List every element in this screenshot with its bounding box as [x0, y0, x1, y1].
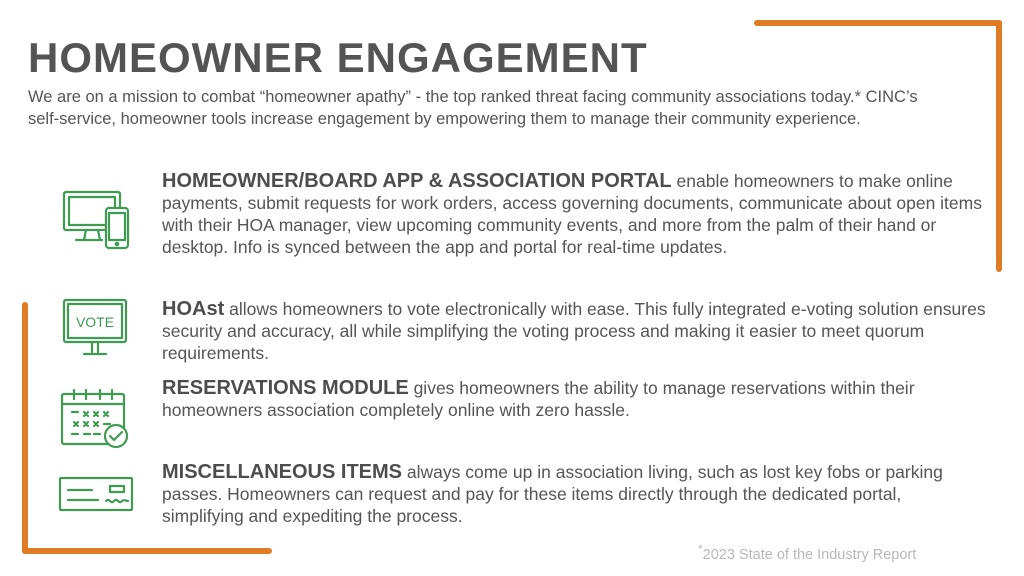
- section-misc-items: [162, 461, 962, 527]
- bottom-left-bracket-vertical: [22, 302, 28, 554]
- vote-monitor-icon: [62, 298, 128, 364]
- section-heading: HOMEOWNER/BOARD APP & ASSOCIATION PORTAL: [162, 170, 672, 192]
- section-reservations: [162, 377, 922, 421]
- section-heading: RESERVATIONS MODULE: [162, 377, 409, 399]
- devices-icon: [62, 190, 134, 252]
- section-body: always come up in association living, such as lost key fobs or parking passes. Homeowners can request and pay for these items directly through the dedicated portal, simplifying and expediting the process.: [162, 462, 943, 526]
- footnote-text: 2023 State of the Industry Report: [702, 546, 917, 563]
- check-payment-icon: [58, 474, 136, 514]
- vote-icon-label: VOTE: [75, 314, 115, 330]
- section-body: allows homeowners to vote electronically with ease. This fully integrated e-voting solution ensures security and accuracy, all while simplifying the voting process and making it easier to meet quorum requirements.: [162, 299, 986, 363]
- section-body: enable homeowners to make online payments, submit requests for work orders, access governing documents, communicate about open items with their HOA manager, view upcoming community events, and more from the palm of their hand or desktop. Info is synced between the app and portal for real-time updates.: [162, 171, 982, 257]
- section-hoast: [162, 298, 992, 364]
- intro-paragraph: We are on a mission to combat “homeowner apathy” - the top ranked threat facing community associations today.* CINC’s self-service, homeowner tools increase engagement by empowering them to manage their community experience.: [28, 88, 918, 128]
- footnote: [698, 542, 916, 563]
- bottom-left-bracket-horizontal: [22, 548, 272, 554]
- section-heading: MISCELLANEOUS ITEMS: [162, 461, 403, 483]
- section-body: gives homeowners the ability to manage reservations within their homeowners association completely online with zero hassle.: [162, 378, 915, 420]
- top-right-bracket-vertical: [996, 20, 1002, 272]
- section-app-portal: [162, 170, 992, 258]
- page-title: HOMEOWNER ENGAGEMENT: [28, 34, 648, 81]
- footnote-marker: *: [698, 542, 703, 556]
- top-right-bracket-horizontal: [754, 20, 1002, 26]
- section-heading: HOAst: [162, 298, 225, 320]
- calendar-check-icon: [60, 388, 132, 450]
